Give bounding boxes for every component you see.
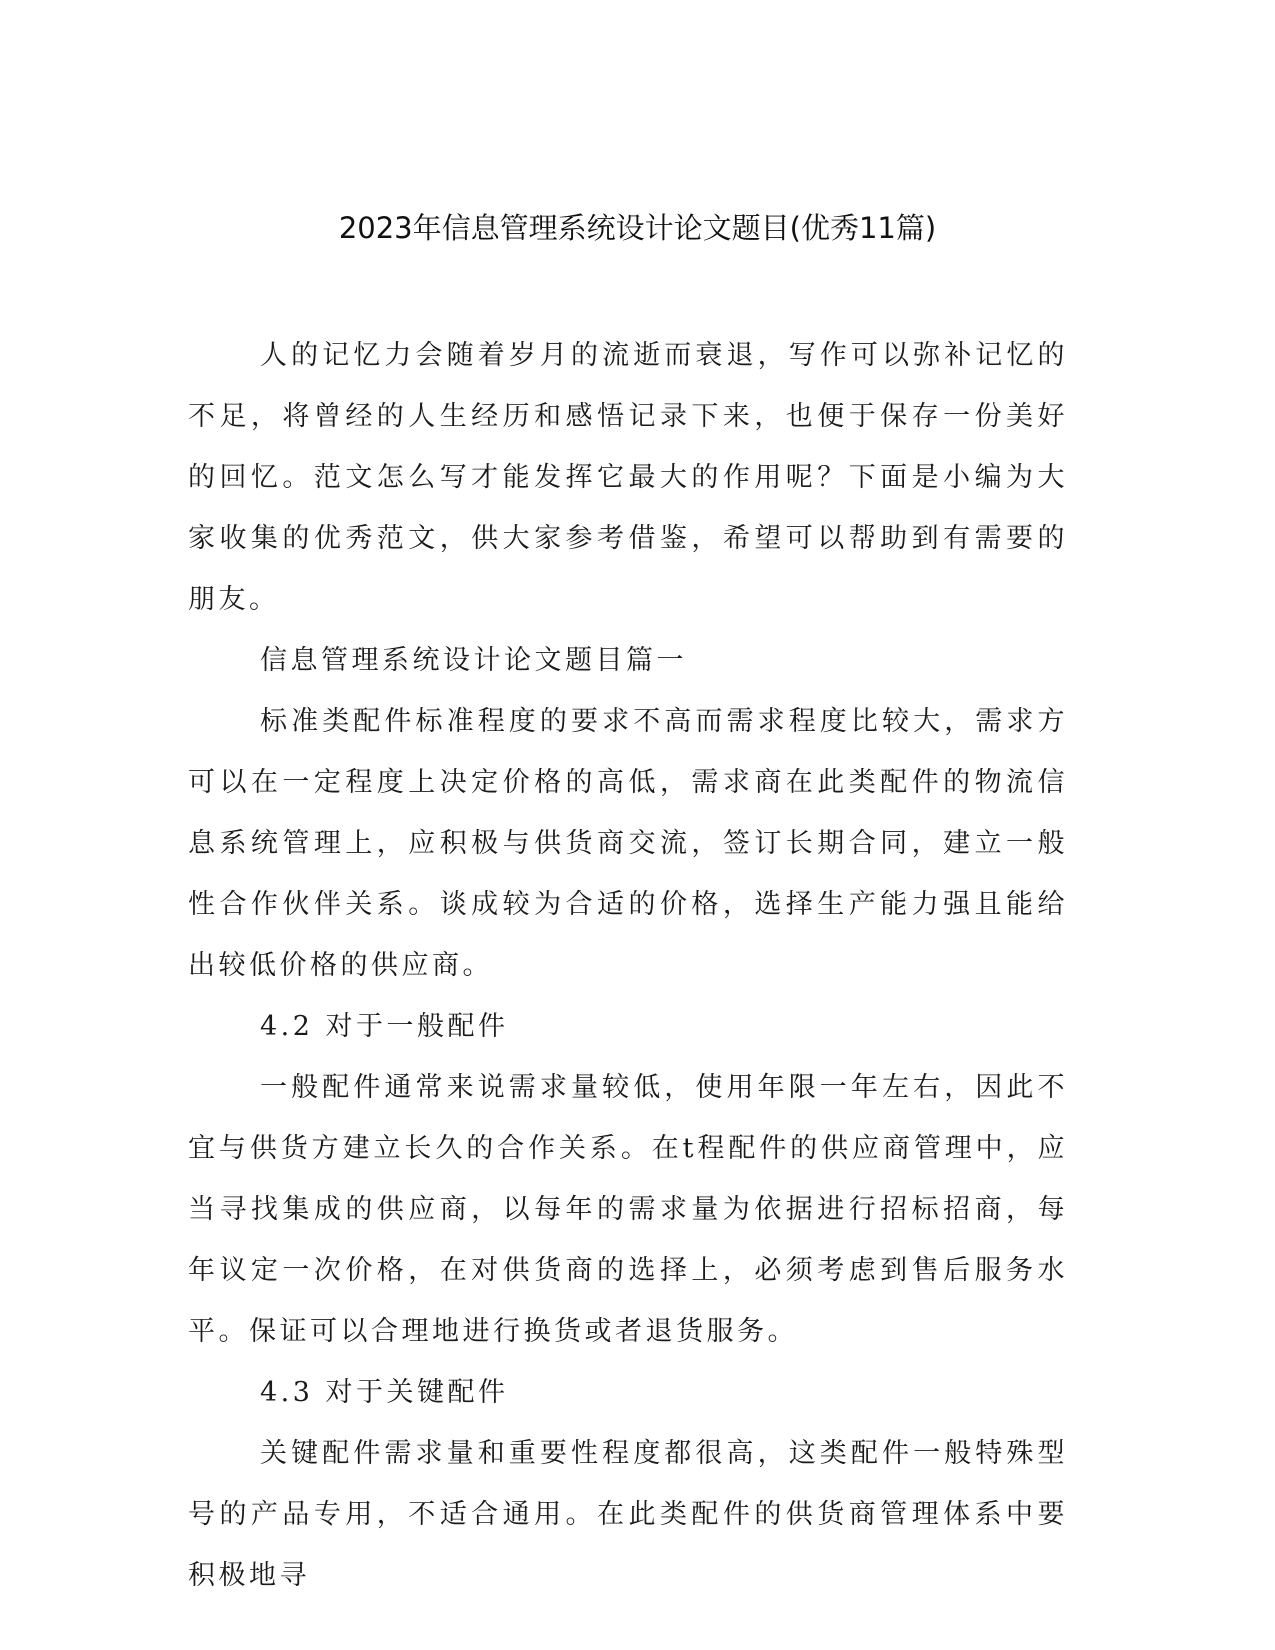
paragraph-standard-parts: 标准类配件标准程度的要求不高而需求程度比较大，需求方可以在一定程度上决定价格的高低，需求商在此类配件的物流信息系统管理上，应积极与供货商交流，签订长期合同，建立一般性合作伙伴关系。谈成较为合适的价格，选择生产能力强且能给出较低价格的供应商。	[188, 706, 1068, 981]
intro-paragraph: 人的记忆力会随着岁月的流逝而衰退，写作可以弥补记忆的不足，将曾经的人生经历和感悟记录下来，也便于保存一份美好的回忆。范文怎么写才能发挥它最大的作用呢？下面是小编为大家收集的优秀范文，供大家参考借鉴，希望可以帮助到有需要的朋友。	[188, 340, 1068, 615]
paragraph-general-parts: 一般配件通常来说需求量较低，使用年限一年左右，因此不宜与供货方建立长久的合作关系。在t程配件的供应商管理中，应当寻找集成的供应商，以每年的需求量为依据进行招标招商，每年议定一次价格，在对供货商的选择上，必须考虑到售后服务水平。保证可以合理地进行换货或者退货服务。	[188, 1072, 1068, 1347]
section-heading-4-3: 4.3 对于关键配件	[260, 1377, 509, 1408]
section-heading-1: 信息管理系统设计论文题目篇一	[260, 645, 687, 676]
paragraph-key-parts: 关键配件需求量和重要性程度都很高，这类配件一般特殊型号的产品专用，不适合通用。在此类配件的供货商管理体系中要积极地寻	[188, 1438, 1068, 1591]
section-heading-4-2: 4.2 对于一般配件	[260, 1011, 509, 1042]
document-title: 2023年信息管理系统设计论文题目(优秀11篇)	[338, 211, 937, 245]
document-body	[188, 325, 1068, 1606]
